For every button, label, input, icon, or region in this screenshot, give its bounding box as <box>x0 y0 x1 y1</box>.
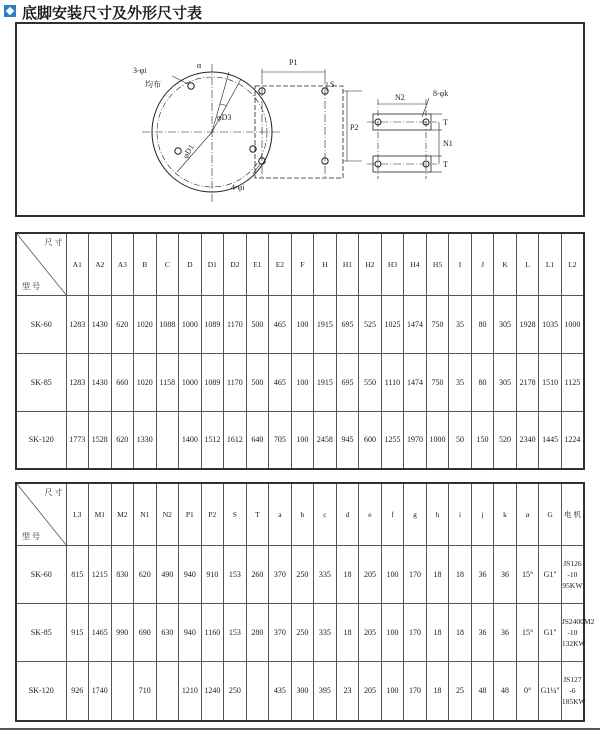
model-name: SK-85 <box>16 603 66 661</box>
table-cell: 335 <box>314 545 337 603</box>
table1-header-col-0: A1 <box>66 233 89 295</box>
table-cell: 520 <box>494 411 517 469</box>
label-3-holes: 3-φi <box>133 66 147 75</box>
table-cell: 18 <box>426 603 449 661</box>
label-n1: N1 <box>443 139 453 148</box>
table-cell: 1528 <box>89 411 112 469</box>
table-cell: 915 <box>66 603 89 661</box>
table-cell: 690 <box>134 603 157 661</box>
table1-header-col-18: J <box>471 233 494 295</box>
table-cell: 1510 <box>539 353 562 411</box>
label-p2: P2 <box>350 123 359 132</box>
table-cell: 1740 <box>89 661 112 721</box>
table-cell: 18 <box>426 661 449 721</box>
table-cell <box>156 661 179 721</box>
table-cell: 25 <box>449 661 472 721</box>
table-cell: 1089 <box>201 353 224 411</box>
table-cell: 1330 <box>134 411 157 469</box>
table-cell: 705 <box>269 411 292 469</box>
table-cell: 1000 <box>426 411 449 469</box>
dimension-table-2 <box>15 482 595 722</box>
table-cell: 1215 <box>89 545 112 603</box>
table2-header-col-11: c <box>314 483 337 545</box>
table1-header-col-2: A3 <box>111 233 134 295</box>
label-alpha: α <box>197 61 202 70</box>
table-cell: 100 <box>381 545 404 603</box>
table-cell: 36 <box>471 603 494 661</box>
table1-header-col-1: A2 <box>89 233 112 295</box>
table2-corner-top: 尺 寸 <box>44 488 63 497</box>
label-uniform: 均布 <box>145 80 161 89</box>
table2-header-col-10: b <box>291 483 314 545</box>
table-cell: 80 <box>471 353 494 411</box>
table-cell: 640 <box>246 411 269 469</box>
motor-line: 95KW <box>562 580 583 590</box>
table-cell: 1928 <box>516 295 539 353</box>
table-cell: 250 <box>224 661 247 721</box>
table-cell: 500 <box>246 295 269 353</box>
motor-cell <box>561 545 584 603</box>
table2-header-col-4: N2 <box>156 483 179 545</box>
table-row <box>16 545 584 603</box>
table-cell: 926 <box>66 661 89 721</box>
motor-line: -10 <box>567 569 578 579</box>
table2-header-col-21: G <box>539 483 562 545</box>
table-cell: 205 <box>359 603 382 661</box>
table-cell: 2458 <box>314 411 337 469</box>
table-cell: 170 <box>404 603 427 661</box>
table-cell: 1474 <box>404 295 427 353</box>
model-name: SK-120 <box>16 661 66 721</box>
model-name: SK-120 <box>16 411 66 469</box>
table-cell: 100 <box>291 411 314 469</box>
table2-header-col-17: i <box>449 483 472 545</box>
table1-header-col-12: H1 <box>336 233 359 295</box>
table-cell: 1089 <box>201 295 224 353</box>
table-cell: 18 <box>336 603 359 661</box>
table1-corner-bottom: 型 号 <box>22 281 40 291</box>
table-cell: 370 <box>269 545 292 603</box>
table1-header-col-17: I <box>449 233 472 295</box>
table1-header-col-20: L <box>516 233 539 295</box>
table-cell: 100 <box>291 295 314 353</box>
table-cell: 1170 <box>224 295 247 353</box>
label-t-lower: T <box>443 160 448 169</box>
table-cell: 465 <box>269 295 292 353</box>
table-cell: 50 <box>449 411 472 469</box>
table1-corner-header <box>16 233 66 295</box>
table-cell: 1612 <box>224 411 247 469</box>
table-cell: 1283 <box>66 353 89 411</box>
table-cell: 750 <box>426 353 449 411</box>
label-p1: P1 <box>289 58 298 67</box>
table1-header-col-7: D2 <box>224 233 247 295</box>
table-cell: 1000 <box>179 295 202 353</box>
table-cell: 525 <box>359 295 382 353</box>
table2-header-col-13: e <box>359 483 382 545</box>
table2-header-col-5: P1 <box>179 483 202 545</box>
table-cell: 695 <box>336 295 359 353</box>
table-cell: 1170 <box>224 353 247 411</box>
table-cell: 1465 <box>89 603 112 661</box>
table-cell: 695 <box>336 353 359 411</box>
table-cell: 170 <box>404 661 427 721</box>
table1-header-col-16: H5 <box>426 233 449 295</box>
label-d3: φD3 <box>217 113 232 122</box>
table-cell: 15° <box>516 603 539 661</box>
table1-header-col-9: E2 <box>269 233 292 295</box>
table-cell: 435 <box>269 661 292 721</box>
table-cell: 395 <box>314 661 337 721</box>
model-name: SK-60 <box>16 295 66 353</box>
table-cell: 250 <box>291 545 314 603</box>
table2-header-col-0: L3 <box>66 483 89 545</box>
table-row <box>16 353 584 411</box>
table-cell: 300 <box>291 661 314 721</box>
title-marker-icon <box>4 5 16 17</box>
table-cell: 1224 <box>561 411 584 469</box>
table-cell: 1445 <box>539 411 562 469</box>
table-cell: 100 <box>291 353 314 411</box>
label-4-holes: 4-φi <box>231 183 245 192</box>
table-cell: 600 <box>359 411 382 469</box>
table-cell: 945 <box>336 411 359 469</box>
table2-corner-header <box>16 483 66 545</box>
table-cell: 465 <box>269 353 292 411</box>
table-cell: 35 <box>449 295 472 353</box>
table-cell: 750 <box>426 295 449 353</box>
dimension-table-1 <box>15 232 585 470</box>
table2-header-col-3: N1 <box>134 483 157 545</box>
table-cell: 1020 <box>134 353 157 411</box>
motor-line: JS2400M2 <box>561 616 595 626</box>
table-row <box>16 603 584 661</box>
table2-header-col-1: M1 <box>89 483 112 545</box>
table-cell: 36 <box>471 545 494 603</box>
table2-header-col-16: h <box>426 483 449 545</box>
table-row <box>16 661 584 721</box>
label-t-upper: T <box>443 118 448 127</box>
table-cell: 80 <box>471 295 494 353</box>
bottom-rule <box>0 728 600 730</box>
table1-header-col-15: H4 <box>404 233 427 295</box>
label-8-holes: 8-φk <box>433 89 449 98</box>
table2-header-col-9: a <box>269 483 292 545</box>
table-cell: 1088 <box>156 295 179 353</box>
table1-header-col-13: H2 <box>359 233 382 295</box>
table-cell: 940 <box>179 545 202 603</box>
table-cell: 620 <box>134 545 157 603</box>
mounting-diagram <box>17 24 587 219</box>
table1-corner-top: 尺 寸 <box>44 238 63 247</box>
table2-header-col-22: 电 机 <box>561 483 584 545</box>
table-cell: 1430 <box>89 353 112 411</box>
table-cell: 100 <box>381 661 404 721</box>
table-cell: 1283 <box>66 295 89 353</box>
label-n2: N2 <box>395 93 405 102</box>
motor-cell <box>561 603 595 661</box>
motor-line: JS126 <box>563 558 582 568</box>
table-cell <box>111 661 134 721</box>
table-cell: 2340 <box>516 411 539 469</box>
table-cell: 48 <box>471 661 494 721</box>
motor-line: -10 <box>567 627 578 637</box>
table-cell: 710 <box>134 661 157 721</box>
table2-header-col-18: j <box>471 483 494 545</box>
table1-header-col-19: K <box>494 233 517 295</box>
table-cell: 1430 <box>89 295 112 353</box>
table2-header-col-12: d <box>336 483 359 545</box>
table-cell: 500 <box>246 353 269 411</box>
table-cell: 1125 <box>561 353 584 411</box>
table-cell: G1¼" <box>539 661 562 721</box>
table-cell: 1255 <box>381 411 404 469</box>
model-name: SK-60 <box>16 545 66 603</box>
table-cell: 620 <box>111 295 134 353</box>
page-title: 底脚安装尺寸及外形尺寸表 <box>22 4 203 22</box>
table-cell: 815 <box>66 545 89 603</box>
table1-header-col-5: D <box>179 233 202 295</box>
table-cell: 280 <box>246 603 269 661</box>
table-cell: 35 <box>449 353 472 411</box>
table2-corner-bottom: 型 号 <box>22 531 40 541</box>
table-cell: 1000 <box>561 295 584 353</box>
table-cell: 1025 <box>381 295 404 353</box>
table-cell: 0° <box>516 661 539 721</box>
table-cell: 1773 <box>66 411 89 469</box>
table-cell: G1" <box>539 603 562 661</box>
table-cell: 1240 <box>201 661 224 721</box>
table-cell: 1020 <box>134 295 157 353</box>
dimension-drawing <box>15 22 585 217</box>
table-cell: 990 <box>111 603 134 661</box>
table-cell: 1158 <box>156 353 179 411</box>
motor-line: -6 <box>569 686 576 696</box>
label-d1: φD1 <box>180 143 196 160</box>
table-cell: 100 <box>381 603 404 661</box>
title-row <box>0 0 600 24</box>
table1-header-col-21: L1 <box>539 233 562 295</box>
model-name: SK-85 <box>16 353 66 411</box>
table1-header-col-22: L2 <box>561 233 584 295</box>
table-cell: 2178 <box>516 353 539 411</box>
table-cell: 830 <box>111 545 134 603</box>
table-cell: 1110 <box>381 353 404 411</box>
table-cell: 23 <box>336 661 359 721</box>
table-cell: 15° <box>516 545 539 603</box>
table1-header-col-11: H <box>314 233 337 295</box>
motor-cell <box>561 661 584 721</box>
table-cell: 1000 <box>179 353 202 411</box>
table-cell: 153 <box>224 603 247 661</box>
table-cell: 150 <box>471 411 494 469</box>
table-cell: 1035 <box>539 295 562 353</box>
motor-line: JS127 <box>563 675 582 685</box>
table1-header-col-3: B <box>134 233 157 295</box>
label-s: S <box>330 80 335 89</box>
table-cell: 630 <box>156 603 179 661</box>
table2-header-col-2: M2 <box>111 483 134 545</box>
table-cell: 550 <box>359 353 382 411</box>
table-row <box>16 295 584 353</box>
table-cell: 620 <box>111 411 134 469</box>
table2-header-col-19: k <box>494 483 517 545</box>
table-cell: 18 <box>336 545 359 603</box>
table-cell: 305 <box>494 353 517 411</box>
table-cell: 36 <box>494 545 517 603</box>
table-row <box>16 411 584 469</box>
motor-line: 185KW <box>561 697 586 707</box>
table-cell: 18 <box>426 545 449 603</box>
table-cell: 490 <box>156 545 179 603</box>
table-cell: 260 <box>246 545 269 603</box>
table-cell: 48 <box>494 661 517 721</box>
motor-line: 132KW <box>561 638 586 648</box>
table-cell: 1512 <box>201 411 224 469</box>
table-cell: 1970 <box>404 411 427 469</box>
table2-header-col-14: f <box>381 483 404 545</box>
table2-header-col-20: α <box>516 483 539 545</box>
table-cell: 1400 <box>179 411 202 469</box>
table2-header-col-6: P2 <box>201 483 224 545</box>
table-cell: 1474 <box>404 353 427 411</box>
table-cell: 153 <box>224 545 247 603</box>
table1-header-col-8: E1 <box>246 233 269 295</box>
table1-header-col-6: D1 <box>201 233 224 295</box>
table-cell: 660 <box>111 353 134 411</box>
table-cell: 1160 <box>201 603 224 661</box>
table-cell: 910 <box>201 545 224 603</box>
table1-header-col-10: F <box>291 233 314 295</box>
table1-header-col-4: C <box>156 233 179 295</box>
table-cell: 1915 <box>314 353 337 411</box>
table-cell: G1" <box>539 545 562 603</box>
table-cell: 1915 <box>314 295 337 353</box>
table2-header-col-7: S <box>224 483 247 545</box>
table2-header-col-15: g <box>404 483 427 545</box>
table-cell: 205 <box>359 661 382 721</box>
table-cell <box>156 411 179 469</box>
table-cell: 1210 <box>179 661 202 721</box>
table-cell: 940 <box>179 603 202 661</box>
table-cell: 205 <box>359 545 382 603</box>
table-cell: 18 <box>449 545 472 603</box>
table-cell: 36 <box>494 603 517 661</box>
table-cell <box>246 661 269 721</box>
table-cell: 170 <box>404 545 427 603</box>
table-cell: 250 <box>291 603 314 661</box>
table2-header-col-8: T <box>246 483 269 545</box>
table-cell: 370 <box>269 603 292 661</box>
table-cell: 335 <box>314 603 337 661</box>
table-cell: 305 <box>494 295 517 353</box>
table1-header-col-14: H3 <box>381 233 404 295</box>
table-cell: 18 <box>449 603 472 661</box>
